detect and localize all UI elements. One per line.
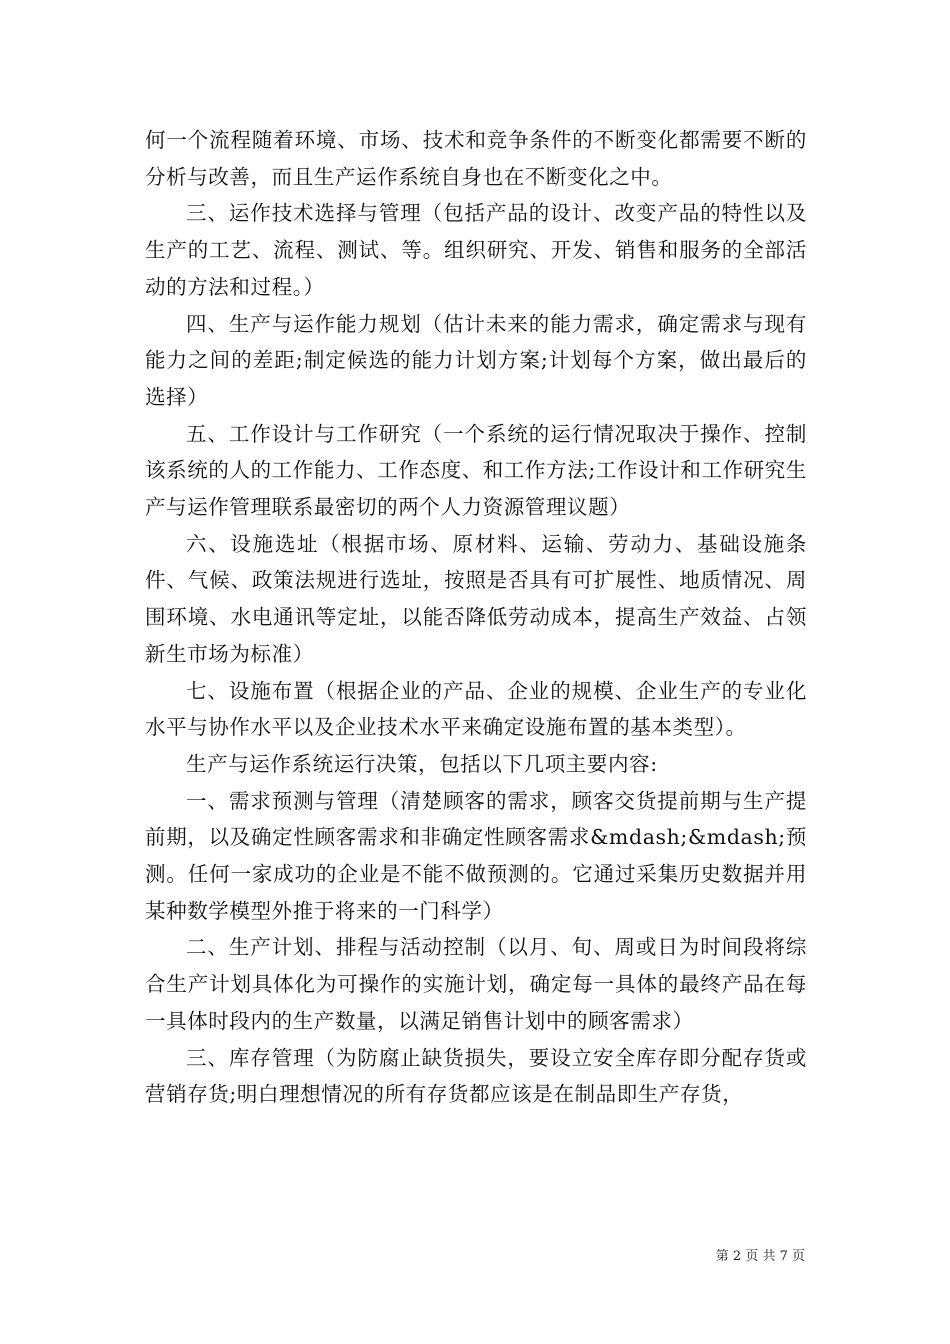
- paragraph-operation-decisions: 生产与运作系统运行决策，包括以下几项主要内容:: [186, 751, 658, 776]
- paragraph-continuation: 何一个流程随着环境、市场、技术和竞争条件的不断变化都需要不断的分析与改善，而且生产运作系统自身也在不断变化之中。: [145, 128, 807, 189]
- paragraph-demand-forecast: 一、需求预测与管理（清楚顾客的需求，顾客交货提前期与生产提前期，以及确定性顾客需求和非确定性顾客需求&mdash;&mdash;预测。任何一家成功的企业是不能不做预测的。它通过采集历史数据并用某种数学模型外推于将来的一门科学）: [145, 788, 807, 923]
- paragraph-production-planning: 二、生产计划、排程与活动控制（以月、旬、周或日为时间段将综合生产计划具体化为可操作的实施计划，确定每一具体的最终产品在每一具体时段内的生产数量，以满足销售计划中的顾客需求）: [145, 935, 807, 1033]
- paragraph-operation-technology: 三、运作技术选择与管理（包括产品的设计、改变产品的特性以及生产的工艺、流程、测试、等。组织研究、开发、销售和服务的全部活动的方法和过程。）: [145, 201, 807, 299]
- page-number: 第 2 页 共 7 页: [715, 1249, 805, 1264]
- paragraph-capacity-planning: 四、生产与运作能力规划（估计未来的能力需求，确定需求与现有能力之间的差距;制定候选的能力计划方案;计划每个方案，做出最后的选择）: [145, 311, 807, 409]
- paragraph-facility-layout: 七、设施布置（根据企业的产品、企业的规模、企业生产的专业化水平与协作水平以及企业技术水平来确定设施布置的基本类型）。: [145, 678, 807, 740]
- paragraph-inventory-management: 三、库存管理（为防腐止缺货损失，要设立安全库存即分配存货或营销存货;明白理想情况的所有存货都应该是在制品即生产存货，: [145, 1045, 807, 1107]
- paragraph-facility-location: 六、设施选址（根据市场、原材料、运输、劳动力、基础设施条件、气候、政策法规进行选址，按照是否具有可扩展性、地质情况、周围环境、水电通讯等定址，以能否降低劳动成本，提高生产效益、占领新生市场为标准）: [145, 531, 807, 666]
- document-body: [145, 122, 807, 1113]
- paragraph-work-design: 五、工作设计与工作研究（一个系统的运行情况取决于操作、控制该系统的人的工作能力、工作态度、和工作方法;工作设计和工作研究生产与运作管理联系最密切的两个人力资源管理议题）: [145, 421, 807, 520]
